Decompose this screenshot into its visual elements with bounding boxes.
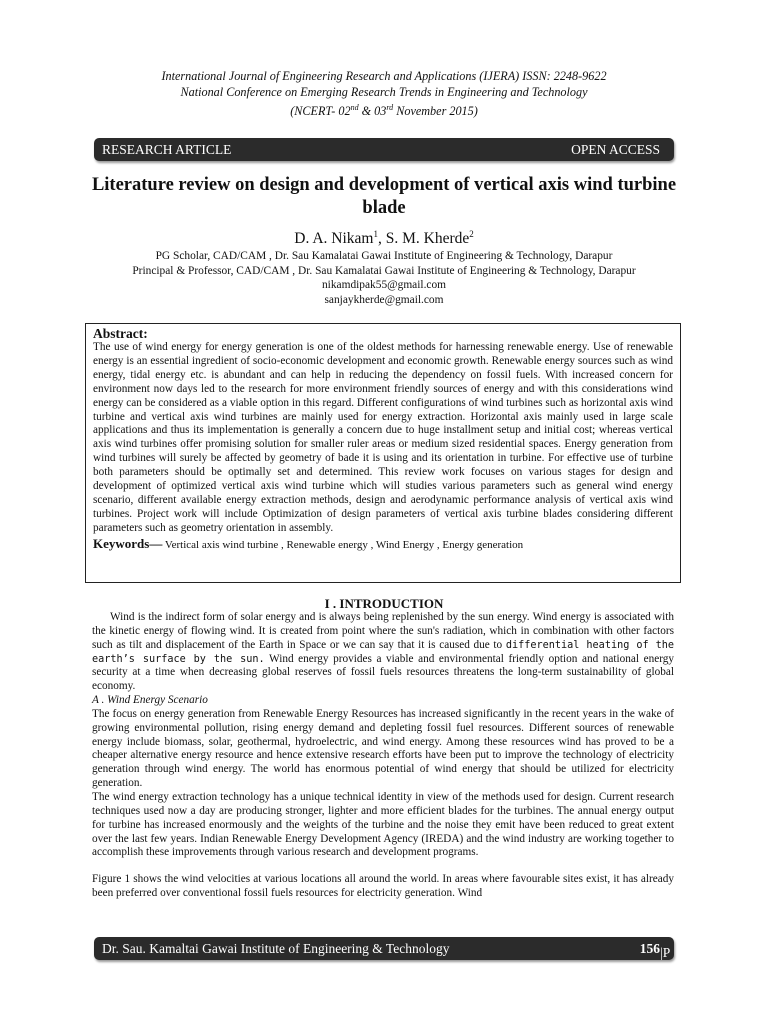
- journal-line-1: International Journal of Engineering Research and Applications (IJERA) ISSN: 2248-9622: [161, 69, 607, 83]
- page-number: 156 |P a g e: [639, 941, 670, 1008]
- section-heading-introduction: I . INTRODUCTION: [324, 596, 444, 611]
- open-access-label: OPEN ACCESS: [571, 142, 660, 157]
- abstract-box: [85, 323, 681, 583]
- keywords: [93, 536, 673, 553]
- journal-line-2: National Conference on Emerging Research Trends in Engineering and Technology: [180, 85, 588, 99]
- author-2: S. M. Kherde: [385, 230, 470, 248]
- article-type-bar: [94, 138, 674, 161]
- email-2[interactable]: sanjaykherde@gmail.com: [324, 294, 444, 307]
- footer-institute: Dr. Sau. Kamaltai Gawai Institute of Engineering & Technology: [102, 941, 450, 956]
- affiliation-1: PG Scholar, CAD/CAM , Dr. Sau Kamalatai Gawai Institute of Engineering & Technology, Darapur: [155, 250, 613, 262]
- affiliations: [0, 249, 768, 308]
- email-1[interactable]: nikamdipak55@gmail.com: [321, 279, 447, 292]
- abstract-heading: Abstract:: [93, 326, 148, 341]
- abstract-text: The use of wind energy for energy generation is one of the oldest methods for harnessing renewable energy. Use of renewable energy is an essential ingredient of socio-economic development and economic growth. Renewable energy sources such as wind energy, tidal energy etc. is abundant and can help in reducing the dependency on fossil fuels. With increased concern for environment now days led to the research for more environment friendly sources of energy and with this considerations wind energy can be considered as a viable option in this regard. Different configurations of wind turbines such as horizontal axis wind turbine and vertical axis wind turbines are mainly used for energy extraction. Horizontal axis mainly used in large scale applications and thus its implementation is generally a concern due to huge installment setup and initial cost; whereas vertical axis wind turbines offer promising solution for smaller ruler areas or medium sized residential spaces. Energy generation from wind turbines will surely be affected by geometry of bade it is using and its orientation in turbine. For effective use of turbine both parameters should be optimally set and determined. This review work focuses on various stages for design and development of optimized vertical axis wind turbine which will studies various parameters such as general wind energy scenario, different available energy extraction methods, design and aerodynamic performance analysis of vertical axis wind turbines. Project work will include Optimization of design parameters of vertical axis turbine blades considering different parameters such as geometry orientation in assembly.: [93, 341, 673, 534]
- journal-line-3: (NCERT- 02nd & 03rd November 2015): [290, 103, 478, 119]
- footer-bar: [94, 937, 674, 1008]
- keywords-label: Keywords—: [93, 535, 163, 551]
- authors: D. A. Nikam$^1$, S. M. Kherde$^2$: [294, 229, 474, 248]
- paper-title: Literature review on design and development of vertical axis wind turbine blade: [91, 175, 677, 218]
- paragraph-4: Figure 1 shows the wind velocities at various locations all around the world. In areas where favourable sites exist, it has already been preferred over conventional fossil fuels resources for electricity generation. Wind: [92, 873, 674, 900]
- subsection-heading: A . Wind Energy Scenario: [92, 694, 208, 707]
- research-article-label: RESEARCH ARTICLE: [102, 142, 232, 157]
- paragraph-2: The focus on energy generation from Renewable Energy Resources has increased significantly in the recent years in the wake of growing environmental pollution, rising energy demand and depleting fossil fuel resources. Different sources of renewable energy include biomass, solar, geothermal, hydroelectric, and wind energy. Among these resources wind has proved to be a cheaper alternative energy resource and hence extensive research efforts have been put to improve the technology of electricity generation through wind energy. The world has enormous potential of wind energy that should be utilized for electricity generation.: [92, 707, 674, 790]
- author-1: D. A. Nikam: [294, 230, 374, 248]
- journal-header: [0, 68, 768, 119]
- paragraph-3: The wind energy extraction technology has a unique technical identity in view of the methods used for design. Current research techniques used now a day are producing stronger, lighter and more efficient blades for the turbines. The annual energy output for turbine has increased enormously and the weights of the turbine and the noise they emit have been reduced to great extent over the last few years. Indian Renewable Energy Development Agency (IREDA) and the wind industry are working together to accomplish these improvements through various research and development programs.: [92, 790, 674, 859]
- affiliation-2: Principal & Professor, CAD/CAM , Dr. Sau Kamalatai Gawai Institute of Engineering & Technology, Darapur: [132, 264, 636, 277]
- paragraph-1: Wind is the indirect form of solar energy and is always being replenished by the sun energy. Wind energy is associated with the kinetic energy of flowing wind. It is created from point where the sun's radiation, which in combination with other factors such as tilt and displacement of the Earth in Space or we can say that it is caused due to differential heating of the earth’s surface by the sun. Wind energy provides a viable and environmental friendly option and national energy security at a time when decreasing global reserves of fossil fuels resources threatens the long-term sustainability of global economy.: [92, 611, 674, 693]
- keywords-list: Vertical axis wind turbine , Renewable energy , Wind Energy , Energy generation: [162, 538, 524, 551]
- body-text: [92, 611, 674, 901]
